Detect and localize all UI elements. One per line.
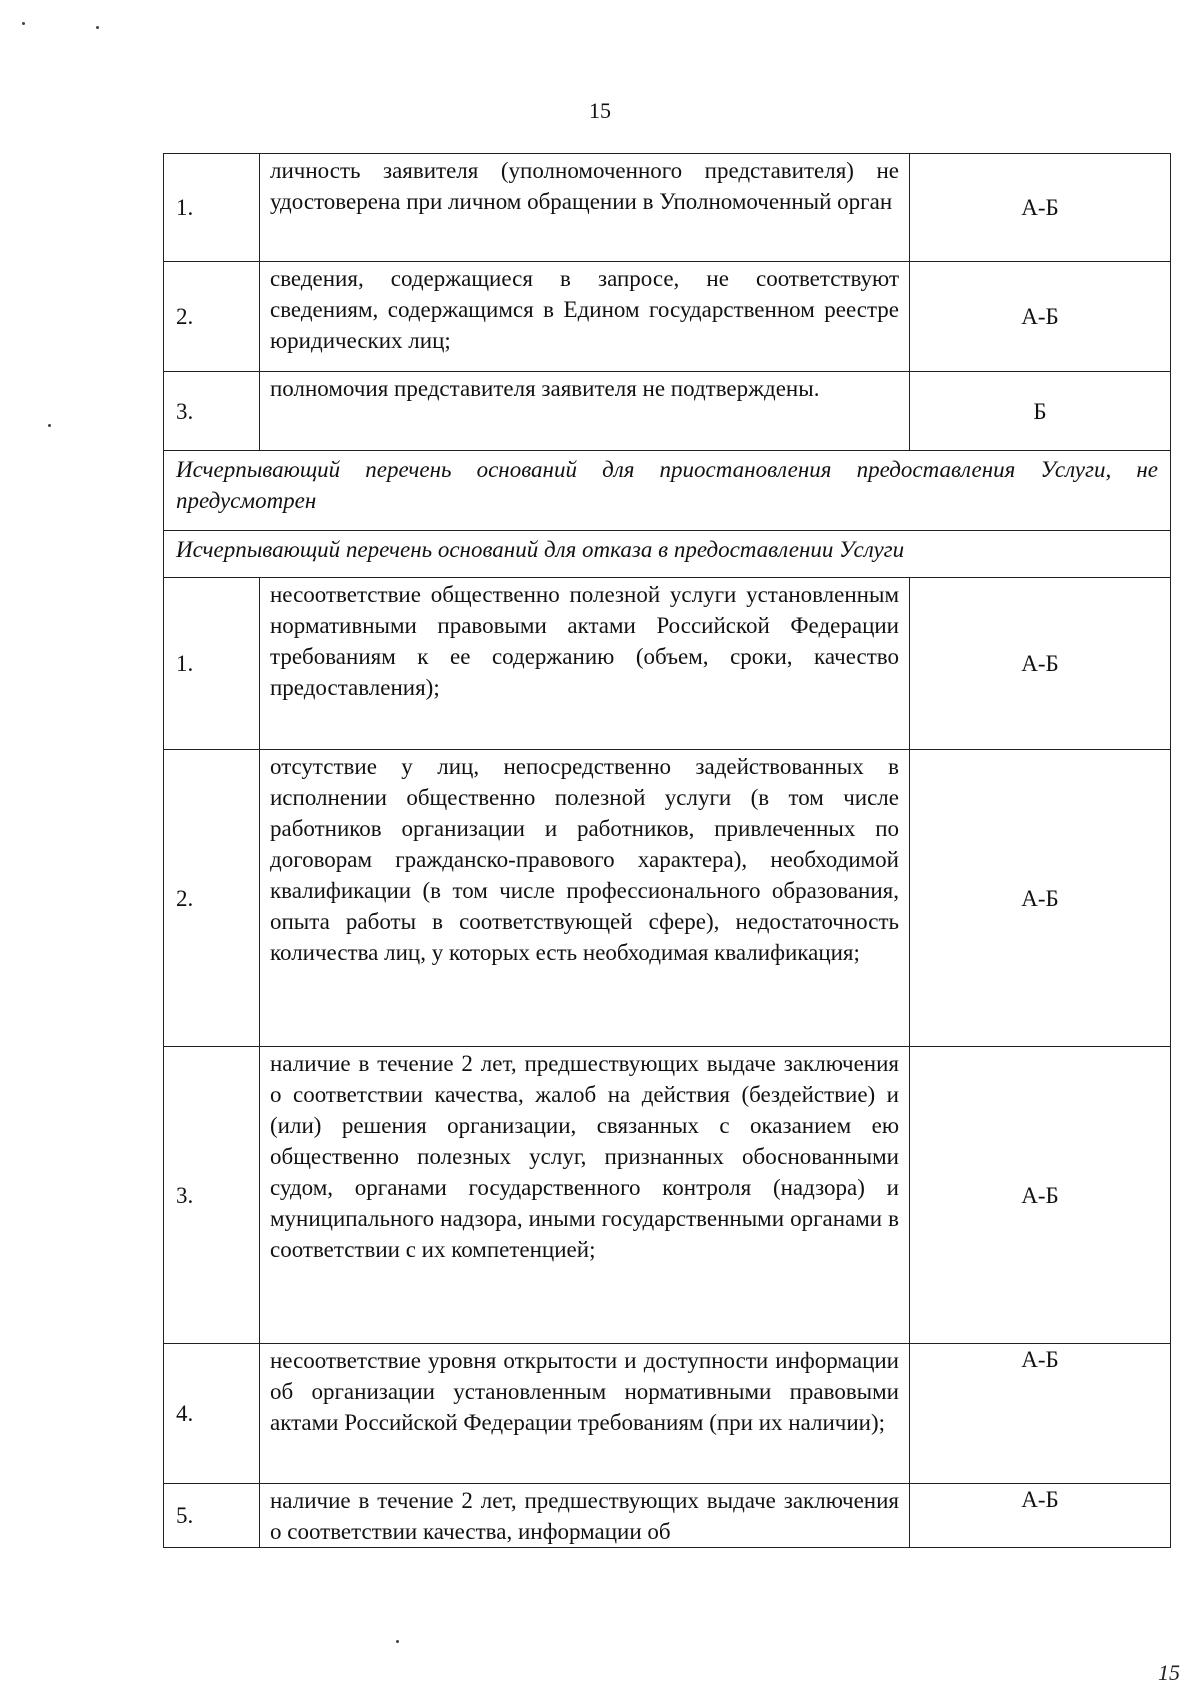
row-text: несоответствие уровня открытости и доступности информации об организации установленным нормативными правовыми актами Российской Федерации требованиям (при их наличии); (260, 1344, 910, 1484)
scan-speck (396, 1640, 399, 1643)
table-row (164, 750, 1171, 1047)
section-heading-suspension: Исчерпывающий перечень оснований для приостановления предоставления Услуги, не предусмотрен (164, 451, 1171, 531)
table-row (164, 1484, 1171, 1548)
row-number: 1. (164, 578, 260, 750)
scan-speck (96, 26, 99, 29)
scan-speck (48, 424, 51, 427)
row-code: Б (910, 372, 1171, 451)
row-code: А-Б (910, 578, 1171, 750)
row-number: 1. (164, 154, 260, 262)
row-number: 3. (164, 1047, 260, 1344)
row-code: А-Б (910, 1047, 1171, 1344)
section-heading-row (164, 451, 1171, 531)
row-number: 3. (164, 372, 260, 451)
table-row (164, 578, 1171, 750)
table-row (164, 262, 1171, 372)
row-text: отсутствие у лиц, непосредственно задействованных в исполнении общественно полезной услуги (в том числе работников организации и работников, привлеченных по договорам гражданско-правового характера), необходимой квалификации (в том числе профессионального образования, опыта работы в соответствующей сфере), недостаточность количества лиц, у которых есть необходимая квалификация; (260, 750, 910, 1047)
table-row (164, 1047, 1171, 1344)
row-text: наличие в течение 2 лет, предшествующих выдаче заключения о соответствии качества, информации об (260, 1484, 910, 1548)
row-text: полномочия представителя заявителя не подтверждены. (260, 372, 910, 451)
row-code: А-Б (910, 154, 1171, 262)
table-row (164, 154, 1171, 262)
row-code: А-Б (910, 750, 1171, 1047)
row-code: А-Б (910, 1344, 1171, 1484)
table-row (164, 1344, 1171, 1484)
row-number: 5. (164, 1484, 260, 1548)
table-row (164, 372, 1171, 451)
row-code: А-Б (910, 1484, 1171, 1548)
row-text: сведения, содержащиеся в запросе, не соответствуют сведениям, содержащимся в Едином государственном реестре юридических лиц; (260, 262, 910, 372)
section-heading-refusal: Исчерпывающий перечень оснований для отказа в предоставлении Услуги (164, 531, 1171, 578)
section-heading-row (164, 531, 1171, 578)
row-text: наличие в течение 2 лет, предшествующих выдаче заключения о соответствии качества, жалоб на действия (бездействие) и (или) решения организации, связанных с оказанием ею общественно полезных услуг, признанных обоснованными судом, органами государственного контроля (надзора) и муниципального надзора, иными государственными органами в соответствии с их компетенцией; (260, 1047, 910, 1344)
row-number: 2. (164, 750, 260, 1047)
scan-speck (22, 22, 25, 25)
page-number: 15 (589, 98, 611, 123)
row-text: личность заявителя (уполномоченного представителя) не удостоверена при личном обращении в Уполномоченный орган (260, 154, 910, 262)
handwritten-page-mark: 15 (1158, 1660, 1180, 1685)
row-number: 2. (164, 262, 260, 372)
row-code: А-Б (910, 262, 1171, 372)
row-number: 4. (164, 1344, 260, 1484)
grounds-table (163, 153, 1171, 1548)
row-text: несоответствие общественно полезной услуги установленным нормативными правовыми актами Российской Федерации требованиям к ее содержанию (объем, сроки, качество предоставления); (260, 578, 910, 750)
